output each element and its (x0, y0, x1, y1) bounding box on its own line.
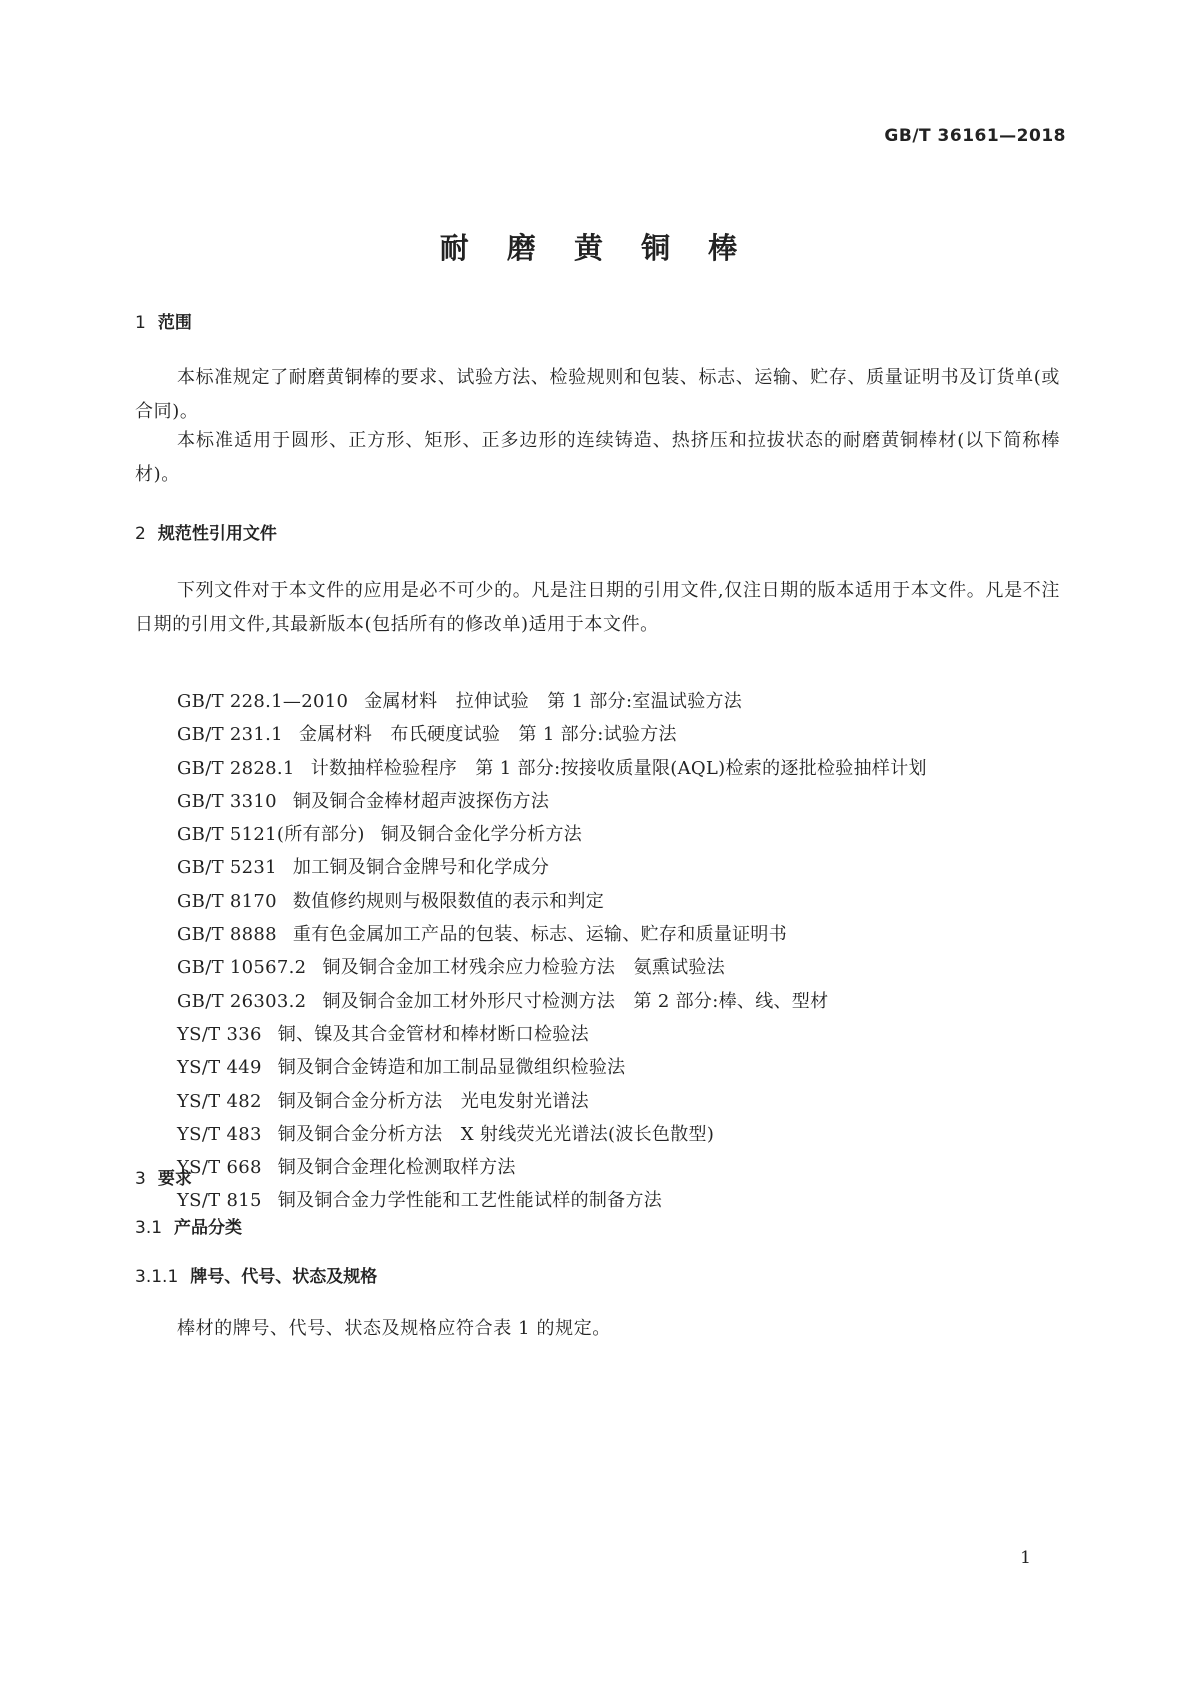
standard-code: GB/T 36161—2018 (884, 126, 1066, 146)
reference-item (177, 985, 927, 1018)
reference-title: 铜及铜合金力学性能和工艺性能试样的制备方法 (277, 1190, 663, 1212)
reference-code: GB/T 8170 (177, 890, 277, 912)
reference-item (177, 1118, 927, 1151)
section-2-heading (135, 519, 277, 544)
reference-code: YS/T 482 (177, 1090, 262, 1112)
section-title: 牌号、代号、状态及规格 (190, 1267, 378, 1287)
reference-title: 铜及铜合金加工材外形尺寸检测方法 第 2 部分:棒、线、型材 (322, 990, 829, 1012)
reference-code: GB/T 228.1—2010 (177, 691, 349, 712)
reference-title: 加工铜及铜合金牌号和化学成分 (292, 857, 550, 879)
reference-item (177, 1085, 927, 1118)
section-3-heading (135, 1164, 192, 1189)
reference-item (177, 718, 927, 751)
section-3-1-heading (135, 1213, 242, 1238)
reference-code: YS/T 668 (177, 1157, 262, 1179)
section-title: 产品分类 (174, 1218, 243, 1238)
reference-code: YS/T 815 (177, 1190, 262, 1212)
section-title: 规范性引用文件 (157, 524, 277, 544)
reference-title: 铜、镍及其合金管材和棒材断口检验法 (277, 1023, 589, 1045)
page-number: 1 (1020, 1548, 1031, 1568)
reference-title: 铜及铜合金铸造和加工制品显微组织检验法 (277, 1057, 626, 1079)
reference-title: 铜及铜合金理化检测取样方法 (277, 1157, 516, 1179)
section-number: 3.1.1 (135, 1267, 179, 1287)
reference-code: GB/T 5231 (177, 857, 277, 879)
reference-item (177, 785, 927, 818)
section-1-heading (135, 308, 192, 333)
reference-item (177, 918, 927, 951)
references-intro: 下列文件对于本文件的应用是必不可少的。凡是注日期的引用文件,仅注日期的版本适用于本文件。凡是不注日期的引用文件,其最新版本(包括所有的修改单)适用于本文件。 (135, 580, 1060, 635)
section-3-1-1-heading (135, 1262, 377, 1287)
reference-item (177, 851, 927, 884)
reference-title: 金属材料 拉伸试验 第 1 部分:室温试验方法 (364, 691, 743, 712)
reference-title: 铜及铜合金棒材超声波探伤方法 (292, 790, 550, 812)
reference-code: YS/T 483 (177, 1123, 262, 1145)
reference-code: YS/T 449 (177, 1057, 262, 1079)
reference-title: 铜及铜合金加工材残余应力检验方法 氨熏试验法 (322, 957, 726, 979)
scope-paragraph-1: 本标准规定了耐磨黄铜棒的要求、试验方法、检验规则和包装、标志、运输、贮存、质量证明书及订货单(或合同)。 (135, 367, 1060, 422)
reference-code: YS/T 336 (177, 1023, 262, 1045)
reference-title: 重有色金属加工产品的包装、标志、运输、贮存和质量证明书 (292, 924, 788, 946)
section-title: 要求 (157, 1169, 192, 1189)
reference-item (177, 818, 927, 851)
reference-code: GB/T 3310 (177, 790, 277, 812)
reference-item (177, 885, 927, 918)
reference-item (177, 1151, 927, 1184)
reference-code: GB/T 231.1 (177, 724, 283, 746)
reference-title: 金属材料 布氏硬度试验 第 1 部分:试验方法 (298, 724, 677, 746)
reference-code: GB/T 5121(所有部分) (177, 824, 365, 846)
reference-title: 数值修约规则与极限数值的表示和判定 (292, 890, 605, 912)
reference-title: 铜及铜合金分析方法 X 射线荧光光谱法(波长色散型) (277, 1123, 715, 1145)
normative-references-list (177, 685, 927, 1218)
reference-code: GB/T 2828.1 (177, 757, 295, 779)
section-number: 1 (135, 313, 146, 333)
reference-code: GB/T 26303.2 (177, 990, 307, 1012)
reference-item (177, 1018, 927, 1051)
section-3-1-1-text: 棒材的牌号、代号、状态及规格应符合表 1 的规定。 (177, 1318, 611, 1339)
section-title: 范围 (157, 313, 192, 333)
reference-title: 计数抽样检验程序 第 1 部分:按接收质量限(AQL)检索的逐批检验抽样计划 (310, 757, 927, 779)
reference-item (177, 685, 927, 718)
reference-title: 铜及铜合金分析方法 光电发射光谱法 (277, 1090, 589, 1112)
section-number: 2 (135, 524, 146, 544)
section-number: 3 (135, 1169, 146, 1189)
section-number: 3.1 (135, 1218, 163, 1238)
reference-title: 铜及铜合金化学分析方法 (380, 824, 583, 846)
reference-item (177, 951, 927, 984)
scope-paragraph-2: 本标准适用于圆形、正方形、矩形、正多边形的连续铸造、热挤压和拉拔状态的耐磨黄铜棒材(以下简称棒材)。 (135, 430, 1060, 485)
reference-item (177, 752, 927, 785)
document-title: 耐 磨 黄 铜 棒 (439, 231, 752, 265)
reference-code: GB/T 10567.2 (177, 957, 307, 979)
reference-code: GB/T 8888 (177, 924, 277, 946)
reference-item (177, 1184, 927, 1217)
reference-item (177, 1051, 927, 1084)
